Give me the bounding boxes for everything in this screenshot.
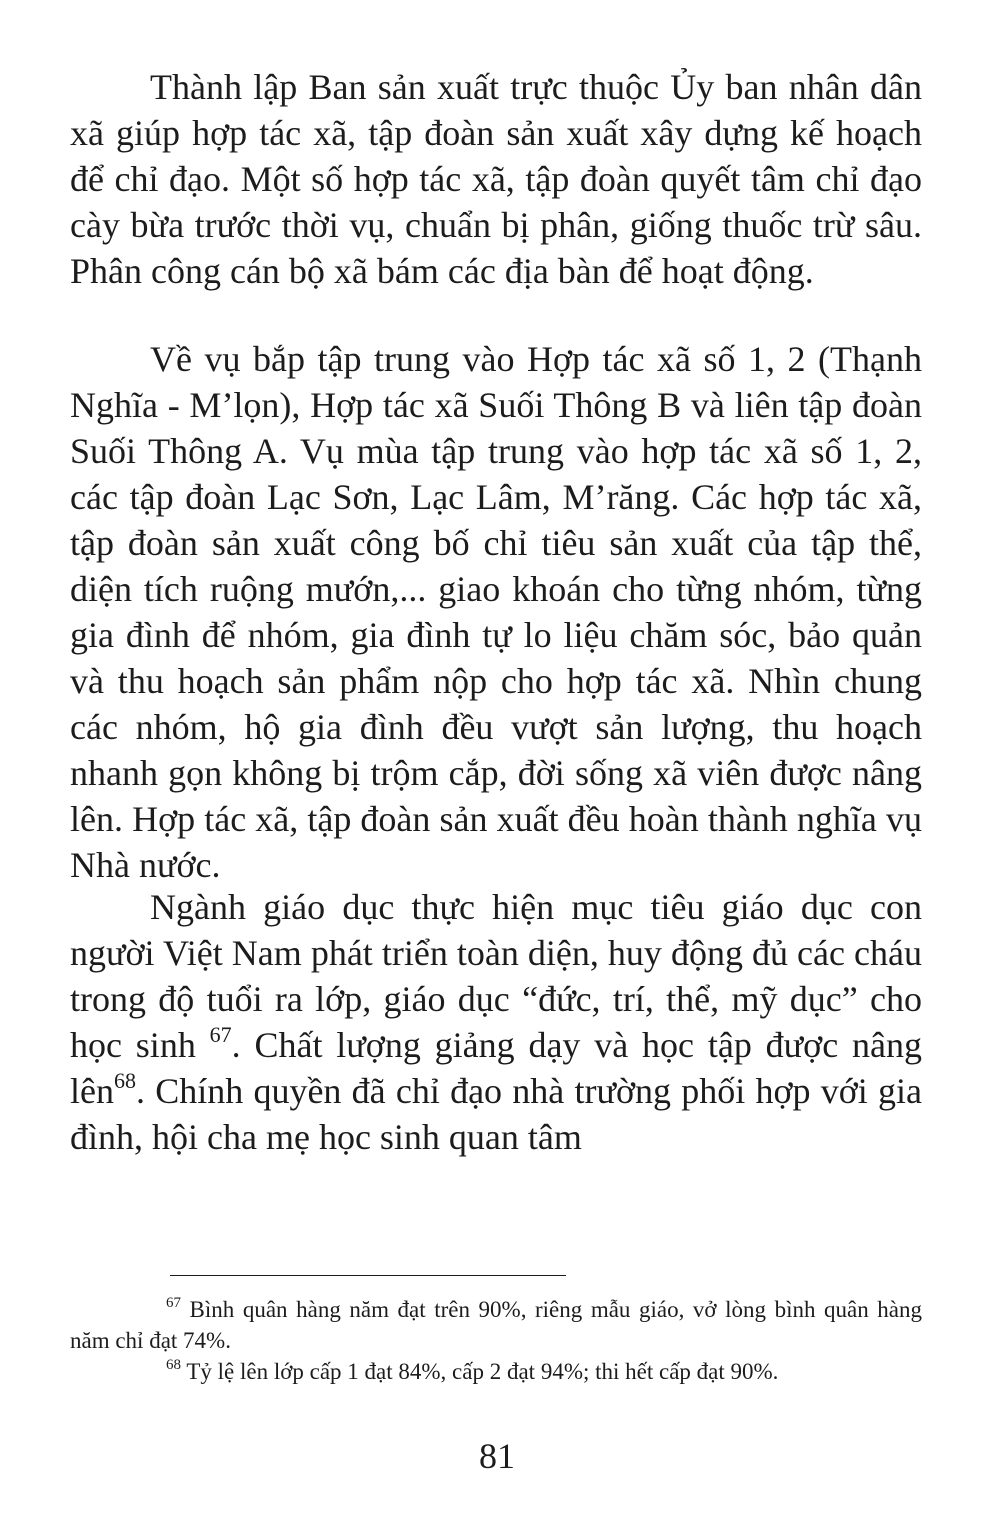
footnote-67 xyxy=(70,1294,922,1356)
footnote-ref-67[interactable]: 67 xyxy=(209,1022,232,1047)
footnote-divider xyxy=(170,1275,566,1276)
footnote-ref-68[interactable]: 68 xyxy=(113,1068,136,1093)
paragraph-production-board: Thành lập Ban sản xuất trực thuộc Ủy ban nhân dân xã giúp hợp tác xã, tập đoàn sản xuất xây dựng kế hoạch để chỉ đạo. Một số hợp tác xã, tập đoàn quyết tâm chỉ đạo cày bừa trước thời vụ, chuẩn bị phân, giống thuốc trừ sâu. Phân công cán bộ xã bám các địa bàn để hoạt động. xyxy=(70,67,922,291)
page-number: 81 xyxy=(479,1436,515,1476)
body-text xyxy=(70,64,922,1160)
footnote-number: 68 xyxy=(166,1357,181,1374)
footnotes xyxy=(70,1294,922,1387)
footnote-text: Bình quân hàng năm đạt trên 90%, riêng mẫu giáo, vở lòng bình quân hàng năm chỉ đạt 74%. xyxy=(70,1297,922,1353)
paragraph-education-part-2: . Chất lượng giảng dạy và học tập được nâng lên xyxy=(70,1025,922,1111)
footnote-68 xyxy=(70,1356,922,1387)
footnote-text: Tỷ lệ lên lớp cấp 1 đạt 84%, cấp 2 đạt 94%; thi hết cấp đạt 90%. xyxy=(181,1359,779,1384)
footnote-number: 67 xyxy=(166,1295,181,1312)
paragraph-education-part-3: . Chính quyền đã chỉ đạo nhà trường phối hợp với gia đình, hội cha mẹ học sinh quan tâm xyxy=(70,1071,922,1157)
paragraph-education xyxy=(70,884,922,1160)
paragraph-education-part-1: Ngành giáo dục thực hiện mục tiêu giáo dục con người Việt Nam phát triển toàn diện, huy động đủ các cháu trong độ tuổi ra lớp, giáo dục “đức, trí, thể, mỹ dục” cho học sinh xyxy=(70,887,922,1065)
paragraph-crop-seasons: Về vụ bắp tập trung vào Hợp tác xã số 1, 2 (Thạnh Nghĩa - M’lọn), Hợp tác xã Suối Thông B và liên tập đoàn Suối Thông A. Vụ mùa tập trung vào hợp tác xã số 1, 2, các tập đoàn Lạc Sơn, Lạc Lâm, M’răng. Các hợp tác xã, tập đoàn sản xuất công bố chỉ tiêu sản xuất của tập thể, diện tích ruộng mướn,... giao khoán cho từng nhóm, từng gia đình để nhóm, gia đình tự lo liệu chăm sóc, bảo quản và thu hoạch sản phẩm nộp cho hợp tác xã. Nhìn chung các nhóm, hộ gia đình đều vượt sản lượng, thu hoạch nhanh gọn không bị trộm cắp, đời sống xã viên được nâng lên. Hợp tác xã, tập đoàn sản xuất đều hoàn thành nghĩa vụ Nhà nước. xyxy=(70,339,922,885)
